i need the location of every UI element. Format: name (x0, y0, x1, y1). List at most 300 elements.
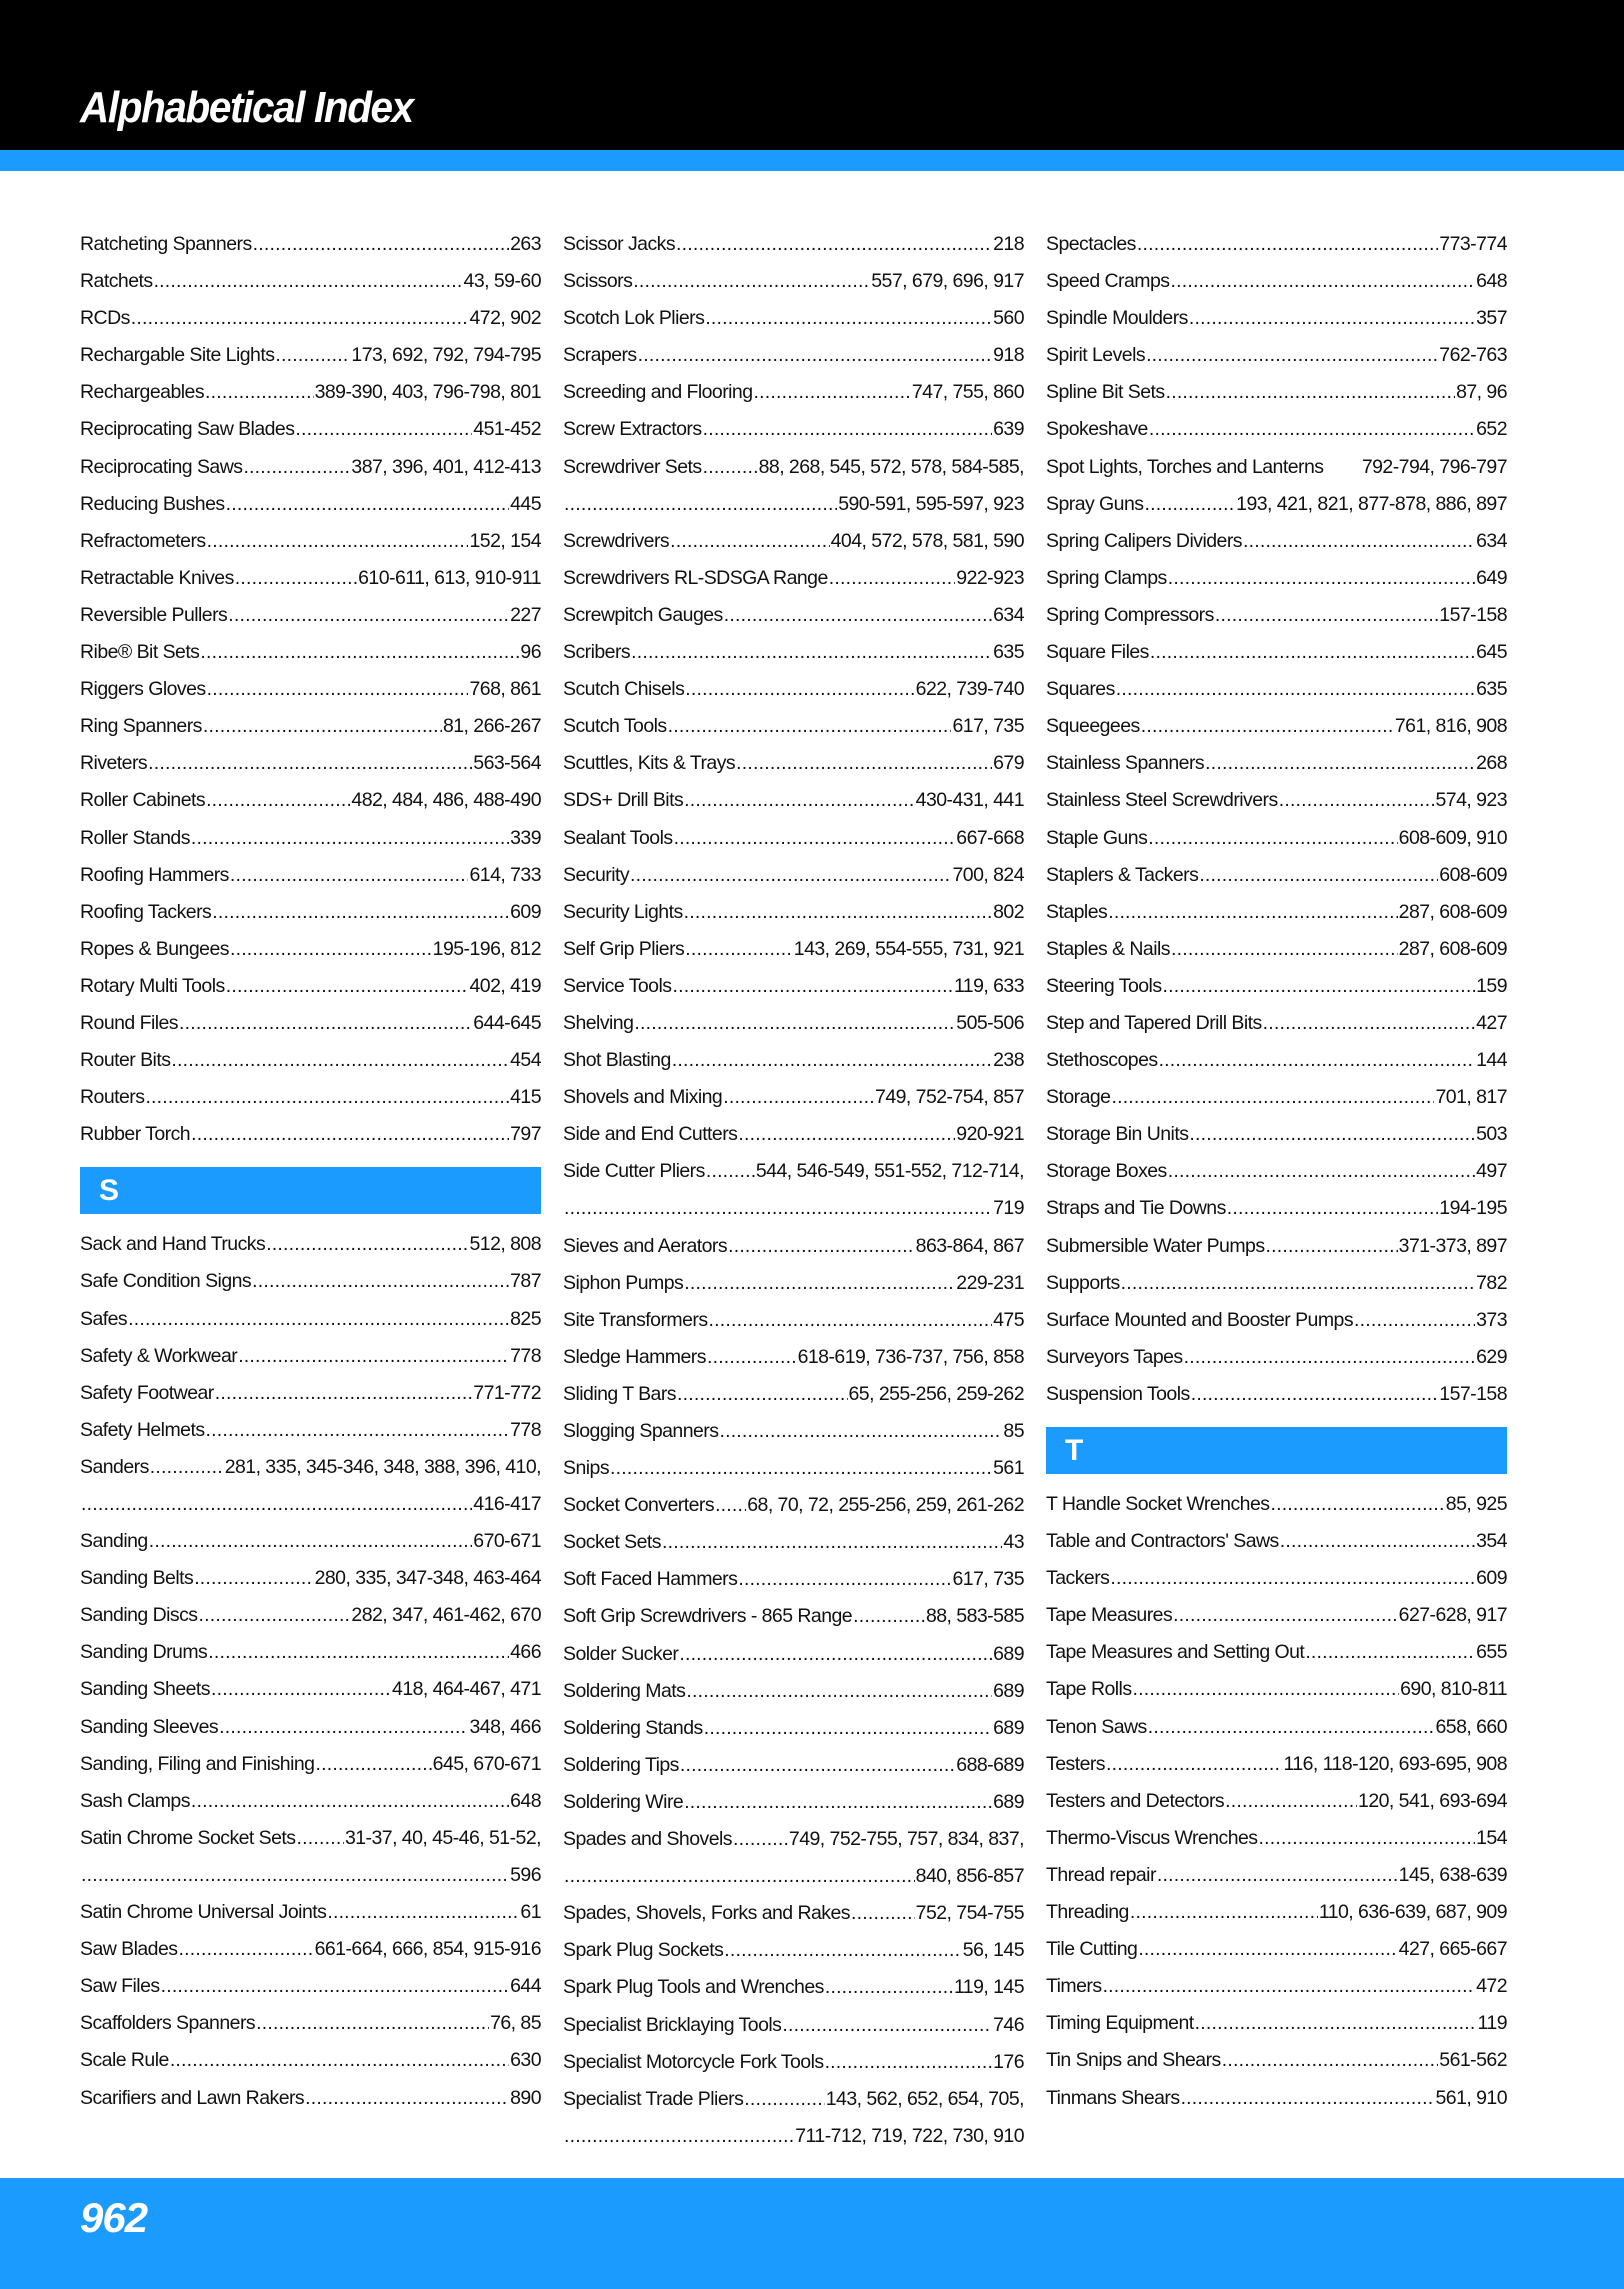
dot-leader (662, 1524, 1002, 1561)
entry-term: Sanding Discs (80, 1604, 198, 1627)
dot-leader (679, 1636, 992, 1673)
index-entry (1046, 1968, 1507, 2005)
index-entry (563, 1598, 1024, 1635)
entry-term: Sanding (80, 1530, 148, 1553)
index-entry (563, 449, 1024, 486)
entry-pages: 609 (1476, 1567, 1507, 1590)
index-entry (80, 1597, 541, 1634)
entry-term: Sanding Sheets (80, 1678, 210, 1701)
index-entry (563, 782, 1024, 819)
entry-pages: 238 (993, 1049, 1024, 1072)
dot-leader (631, 634, 992, 671)
entry-term: Specialist Bricklaying Tools (563, 2013, 782, 2036)
index-entry (563, 523, 1024, 560)
dot-leader (275, 337, 350, 374)
entry-pages: 357 (1476, 307, 1507, 330)
index-entry (563, 1932, 1024, 1969)
dot-leader (672, 1042, 992, 1079)
dot-leader (1116, 671, 1475, 708)
entry-pages: 645, 670-671 (432, 1752, 541, 1775)
index-entry (563, 931, 1024, 968)
entry-term: Shelving (563, 1011, 634, 1034)
entry-pages: 544, 546-549, 551-552, 712-714, (755, 1160, 1024, 1183)
entry-pages: 802 (993, 900, 1024, 923)
index-entry (563, 857, 1024, 894)
dot-leader (145, 1079, 509, 1116)
entry-term: Scutch Chisels (563, 678, 685, 701)
entry-pages: 287, 608-609 (1398, 900, 1507, 923)
entry-term: Tinmans Shears (1046, 2086, 1180, 2109)
index-entry (80, 1079, 541, 1116)
dot-leader (1184, 1339, 1475, 1376)
entry-term: Storage Boxes (1046, 1160, 1167, 1183)
index-entry (80, 523, 541, 560)
entry-pages: 512, 808 (469, 1233, 541, 1256)
entry-term: Sanding Belts (80, 1567, 194, 1590)
index-entry (80, 1709, 541, 1746)
index-entry (1046, 820, 1507, 857)
entry-pages: 154 (1476, 1826, 1507, 1849)
index-entry (563, 1821, 1024, 1858)
index-entry (1046, 1894, 1507, 1931)
dot-leader (1215, 597, 1438, 634)
entry-pages: 639 (993, 418, 1024, 441)
entry-pages: 144 (1476, 1049, 1507, 1072)
index-entry-continuation (80, 1857, 541, 1894)
entry-term: Rechargeables (80, 381, 205, 404)
entry-pages: 157-158 (1439, 1382, 1507, 1405)
dot-leader (1108, 894, 1397, 931)
dot-leader (206, 782, 350, 819)
dot-leader (825, 2044, 993, 2081)
entry-term: Surveyors Tapes (1046, 1345, 1183, 1368)
dot-leader (1205, 745, 1475, 782)
dot-leader (1181, 2080, 1435, 2117)
entry-pages: 596 (510, 1863, 541, 1886)
index-entry-continuation (563, 2118, 1024, 2155)
entry-term: Spring Compressors (1046, 603, 1214, 626)
entry-pages: 701, 817 (1435, 1086, 1507, 1109)
entry-pages: 773-774 (1439, 233, 1507, 255)
entry-term: Snips (563, 1457, 610, 1480)
entry-term: Roofing Tackers (80, 900, 212, 923)
index-entry (80, 671, 541, 708)
entry-term: Specialist Trade Pliers (563, 2087, 744, 2110)
entry-pages: 348, 466 (469, 1715, 541, 1738)
entry-pages: 195-196, 812 (432, 937, 541, 960)
index-entry (1046, 1265, 1507, 1302)
dot-leader (238, 1338, 509, 1375)
entry-term: Stainless Steel Screwdrivers (1046, 789, 1278, 812)
entry-pages: 497 (1476, 1160, 1507, 1183)
entry-term: Staples (1046, 900, 1108, 923)
index-entry (1046, 1190, 1507, 1227)
dot-leader (305, 2080, 509, 2117)
page-number: 962 (80, 2194, 148, 2241)
entry-term: Spring Clamps (1046, 566, 1167, 589)
entry-pages: 119, 633 (953, 974, 1024, 997)
entry-pages: 617, 735 (952, 1568, 1024, 1591)
entry-pages: 87, 96 (1456, 381, 1507, 404)
index-entry (80, 820, 541, 857)
entry-term: Soldering Mats (563, 1679, 686, 1702)
index-entry (1046, 337, 1507, 374)
dot-leader (1279, 782, 1435, 819)
entry-pages: 76, 85 (490, 2012, 541, 2035)
index-entry (563, 1005, 1024, 1042)
dot-leader (1280, 1523, 1475, 1560)
entry-term: Scissors (563, 270, 633, 293)
entry-pages: 761, 816, 908 (1394, 715, 1507, 738)
entry-term: Tile Cutting (1046, 1938, 1138, 1961)
dot-leader (677, 1376, 848, 1413)
dot-leader (829, 560, 956, 597)
entry-pages: 152, 154 (469, 529, 541, 552)
entry-pages: 648 (1476, 270, 1507, 293)
entry-term: Staple Guns (1046, 826, 1148, 849)
index-column-1 (80, 226, 541, 2117)
entry-pages: 649 (1476, 566, 1507, 589)
entry-pages: 840, 856-857 (915, 1865, 1024, 1888)
entry-term: Tape Measures and Setting Out (1046, 1641, 1305, 1664)
dot-leader (1103, 1968, 1476, 2005)
index-entry (563, 1413, 1024, 1450)
dot-leader (1305, 1634, 1475, 1671)
dot-leader (1259, 1820, 1476, 1857)
entry-pages: 655 (1476, 1641, 1507, 1664)
index-entry (1046, 1339, 1507, 1376)
entry-pages: 85, 925 (1445, 1493, 1507, 1515)
entry-pages: 557, 679, 696, 917 (871, 270, 1024, 293)
entry-pages: 445 (510, 492, 541, 515)
entry-pages: 560 (993, 307, 1024, 330)
index-entry (1046, 1746, 1507, 1783)
entry-term: Scarifiers and Lawn Rakers (80, 2086, 305, 2109)
dot-leader (219, 1709, 468, 1746)
index-entry (563, 1265, 1024, 1302)
index-entry (1046, 486, 1507, 523)
index-entry (1046, 1783, 1507, 1820)
entry-pages: 768, 861 (469, 678, 541, 701)
entry-term: Spark Plug Tools and Wrenches (563, 1976, 824, 1999)
entry-term: Safes (80, 1307, 128, 1330)
index-entry (1046, 1931, 1507, 1968)
dot-leader (703, 449, 758, 486)
entry-term: Socket Converters (563, 1494, 715, 1517)
entry-pages: 700, 824 (952, 863, 1024, 886)
index-entry (1046, 449, 1507, 486)
index-entry (80, 486, 541, 523)
entry-pages: 635 (993, 641, 1024, 664)
entry-term: Stethoscopes (1046, 1049, 1158, 1072)
dot-leader (235, 560, 357, 597)
index-entry (1046, 2080, 1507, 2117)
index-entry (80, 1338, 541, 1375)
entry-pages: 648 (510, 1789, 541, 1812)
entry-term: Solder Sucker (563, 1642, 679, 1665)
index-entry (80, 708, 541, 745)
entry-pages: 610-611, 613, 910-911 (358, 566, 541, 589)
dot-leader (1166, 374, 1456, 411)
dot-leader (684, 1265, 955, 1302)
entry-pages: 608-609 (1439, 863, 1507, 886)
entry-term: Step and Tapered Drill Bits (1046, 1011, 1262, 1034)
entry-pages: 644-645 (473, 1011, 541, 1034)
index-entry (563, 1710, 1024, 1747)
index-entry (563, 1153, 1024, 1190)
entry-term: Spot Lights, Torches and Lanterns (1046, 455, 1324, 478)
index-entry (1046, 1228, 1507, 1265)
index-entry (80, 1375, 541, 1412)
index-entry (563, 1376, 1024, 1413)
entry-pages: 472 (1476, 1975, 1507, 1998)
entry-pages: 689 (993, 1716, 1024, 1739)
entry-term: Spectacles (1046, 233, 1136, 255)
entry-term: Roofing Hammers (80, 863, 229, 886)
dot-leader (256, 2005, 489, 2042)
dot-leader (685, 931, 793, 968)
dot-leader (728, 1228, 915, 1265)
dot-leader (1106, 1746, 1282, 1783)
dot-leader (170, 2042, 509, 2079)
dot-leader (171, 1042, 509, 1079)
entry-term: Router Bits (80, 1049, 171, 1072)
dot-leader (1146, 337, 1438, 374)
index-entry (563, 2081, 1024, 2118)
index-entry (80, 374, 541, 411)
entry-term: Tape Rolls (1046, 1678, 1132, 1701)
entry-term: Side Cutter Pliers (563, 1160, 705, 1183)
entry-pages: 418, 464-467, 471 (392, 1678, 541, 1701)
entry-term: Screwdriver Sets (563, 455, 702, 478)
section-letter-header (1046, 1427, 1507, 1474)
entry-pages: 658, 660 (1435, 1715, 1507, 1738)
index-entry (563, 1079, 1024, 1116)
dot-leader (1121, 1265, 1475, 1302)
entry-pages: 629 (1476, 1345, 1507, 1368)
entry-pages: 119 (1477, 2012, 1507, 2035)
index-entry (80, 449, 541, 486)
entry-term: Sealant Tools (563, 826, 673, 849)
index-entry (1046, 2005, 1507, 2042)
index-entry (80, 1263, 541, 1300)
entry-term: Siphon Pumps (563, 1271, 684, 1294)
index-entry (80, 300, 541, 337)
entry-pages: 43, 59-60 (463, 270, 541, 293)
entry-pages: 389-390, 403, 796-798, 801 (314, 381, 541, 404)
dot-leader (1138, 1931, 1397, 1968)
entry-pages: 574, 923 (1435, 789, 1507, 812)
dot-leader (738, 1561, 951, 1598)
index-entry (80, 1523, 541, 1560)
dot-leader (672, 968, 952, 1005)
dot-leader (243, 449, 350, 486)
index-entry-continuation (80, 1486, 541, 1523)
dot-leader (668, 708, 952, 745)
entry-pages: 56, 145 (962, 1939, 1024, 1962)
entry-pages: 618-619, 736-737, 756, 858 (797, 1345, 1024, 1368)
index-entry (563, 226, 1024, 263)
entry-pages: 778 (510, 1344, 541, 1367)
dot-leader (724, 597, 992, 634)
entry-pages: 622, 739-740 (915, 678, 1024, 701)
index-entry (563, 1116, 1024, 1153)
entry-pages: 746 (993, 2013, 1024, 2036)
entry-term: Reversible Pullers (80, 603, 228, 626)
dot-leader (670, 523, 830, 560)
entry-term: Stainless Spanners (1046, 752, 1205, 775)
dot-leader (684, 1784, 992, 1821)
entry-term: Round Files (80, 1011, 179, 1034)
entry-term: Spirit Levels (1046, 344, 1146, 367)
index-entry (563, 337, 1024, 374)
index-entry (563, 1895, 1024, 1932)
entry-pages: 339 (510, 826, 541, 849)
index-entry (80, 634, 541, 671)
index-entry (563, 708, 1024, 745)
entry-term: Slogging Spanners (563, 1420, 719, 1442)
entry-term: Ropes & Bungees (80, 937, 229, 960)
dot-leader (736, 745, 992, 782)
entry-pages: 503 (1476, 1123, 1507, 1146)
index-entry (80, 2080, 541, 2117)
index-entry (80, 1449, 541, 1486)
entry-term: Timers (1046, 1975, 1102, 1998)
entry-term: Spring Calipers Dividers (1046, 529, 1242, 552)
index-entry (80, 894, 541, 931)
index-entry (563, 1487, 1024, 1524)
index-entry (80, 968, 541, 1005)
dot-leader (128, 1301, 509, 1338)
dot-leader (1199, 857, 1438, 894)
entry-pages: 688-689 (956, 1753, 1024, 1776)
index-entry (563, 1784, 1024, 1821)
dot-leader (207, 671, 469, 708)
entry-pages: 630 (510, 2049, 541, 2072)
entry-term: Scrapers (563, 344, 637, 367)
entry-pages: 609 (510, 900, 541, 923)
entry-pages: 159 (1476, 974, 1507, 997)
dot-leader (178, 1931, 313, 1968)
dot-leader (1266, 1228, 1398, 1265)
entry-term: Soldering Wire (563, 1790, 684, 1813)
entry-pages: 430-431, 441 (915, 789, 1024, 812)
entry-term: Table and Contractors' Saws (1046, 1530, 1279, 1553)
index-entry (1046, 894, 1507, 931)
dot-leader (1148, 820, 1397, 857)
index-entry (1046, 1523, 1507, 1560)
entry-term: Speed Cramps (1046, 270, 1170, 293)
entry-pages: 88, 583-585 (925, 1605, 1024, 1628)
dot-leader (680, 1747, 955, 1784)
index-entry (563, 374, 1024, 411)
entry-term: Safety Footwear (80, 1381, 214, 1404)
entry-term: Timing Equipment (1046, 2012, 1194, 2035)
entry-term: Scuttles, Kits & Trays (563, 752, 736, 775)
dot-leader (131, 300, 469, 337)
index-entry (80, 931, 541, 968)
dot-leader (200, 634, 519, 671)
index-entry (80, 411, 541, 448)
entry-term: Spark Plug Sockets (563, 1939, 724, 1962)
entry-pages: 561, 910 (1435, 2086, 1507, 2109)
dot-leader (191, 820, 509, 857)
entry-term: Sanding Drums (80, 1641, 208, 1664)
entry-term: RCDs (80, 307, 130, 330)
entry-term: Tenon Saws (1046, 1715, 1147, 1738)
index-entry-continuation (563, 486, 1024, 523)
entry-term: Scissor Jacks (563, 233, 676, 255)
index-entry (1046, 1709, 1507, 1746)
index-entry (80, 1042, 541, 1079)
index-entry (563, 1302, 1024, 1339)
entry-pages: 415 (510, 1086, 541, 1109)
page-footer (0, 2178, 1624, 2289)
section-letter: S (99, 1173, 120, 1207)
index-entry (1046, 1042, 1507, 1079)
entry-term: Retractable Knives (80, 566, 234, 589)
entry-term: Soft Grip Screwdrivers - 865 Range (563, 1605, 853, 1628)
dot-leader (1168, 560, 1475, 597)
entry-pages: 157-158 (1439, 603, 1507, 626)
entry-term: Safe Condition Signs (80, 1270, 252, 1293)
entry-pages: 634 (1476, 529, 1507, 552)
dot-leader (1144, 486, 1235, 523)
entry-pages: 762-763 (1439, 344, 1507, 367)
entry-pages: 645 (1476, 641, 1507, 664)
dot-leader (1148, 1709, 1435, 1746)
index-entry (563, 745, 1024, 782)
entry-pages: 451-452 (473, 418, 541, 441)
dot-leader (266, 1226, 468, 1263)
dot-leader (161, 1968, 510, 2005)
index-entry (80, 560, 541, 597)
entry-pages: 65, 255-256, 259-262 (848, 1382, 1024, 1405)
entry-pages: 472, 902 (469, 307, 541, 330)
header-accent-stripe (0, 150, 1624, 171)
dot-leader (706, 1153, 755, 1190)
entry-pages: 719 (993, 1197, 1024, 1220)
entry-pages: 119, 145 (953, 1976, 1024, 1999)
index-entry (563, 968, 1024, 1005)
index-entry (80, 1968, 541, 2005)
entry-term: Roller Cabinets (80, 789, 206, 812)
index-entry (1046, 560, 1507, 597)
entry-pages: 627-628, 917 (1398, 1604, 1507, 1627)
entry-term: Ratchets (80, 270, 153, 293)
index-entry (1046, 782, 1507, 819)
dot-leader (1222, 2042, 1439, 2079)
dot-leader (295, 411, 472, 448)
entry-pages: 617, 735 (952, 715, 1024, 738)
entry-pages: 68, 70, 72, 255-256, 259, 261-262 (747, 1494, 1024, 1517)
index-entry (1046, 1302, 1507, 1339)
entry-term: Squeegees (1046, 715, 1140, 738)
entry-pages: 863-864, 867 (915, 1234, 1024, 1257)
index-entry (80, 1412, 541, 1449)
entry-term: Sanding, Filing and Finishing (80, 1752, 315, 1775)
dot-leader (684, 782, 915, 819)
index-entry (80, 857, 541, 894)
index-entry (1046, 263, 1507, 300)
dot-leader (212, 894, 509, 931)
index-entry (1046, 226, 1507, 263)
entry-term: Screw Extractors (563, 418, 702, 441)
index-entry (1046, 671, 1507, 708)
dot-leader (1243, 523, 1475, 560)
entry-pages: 85 (1003, 1420, 1024, 1442)
entry-pages: 371-373, 897 (1398, 1234, 1507, 1257)
